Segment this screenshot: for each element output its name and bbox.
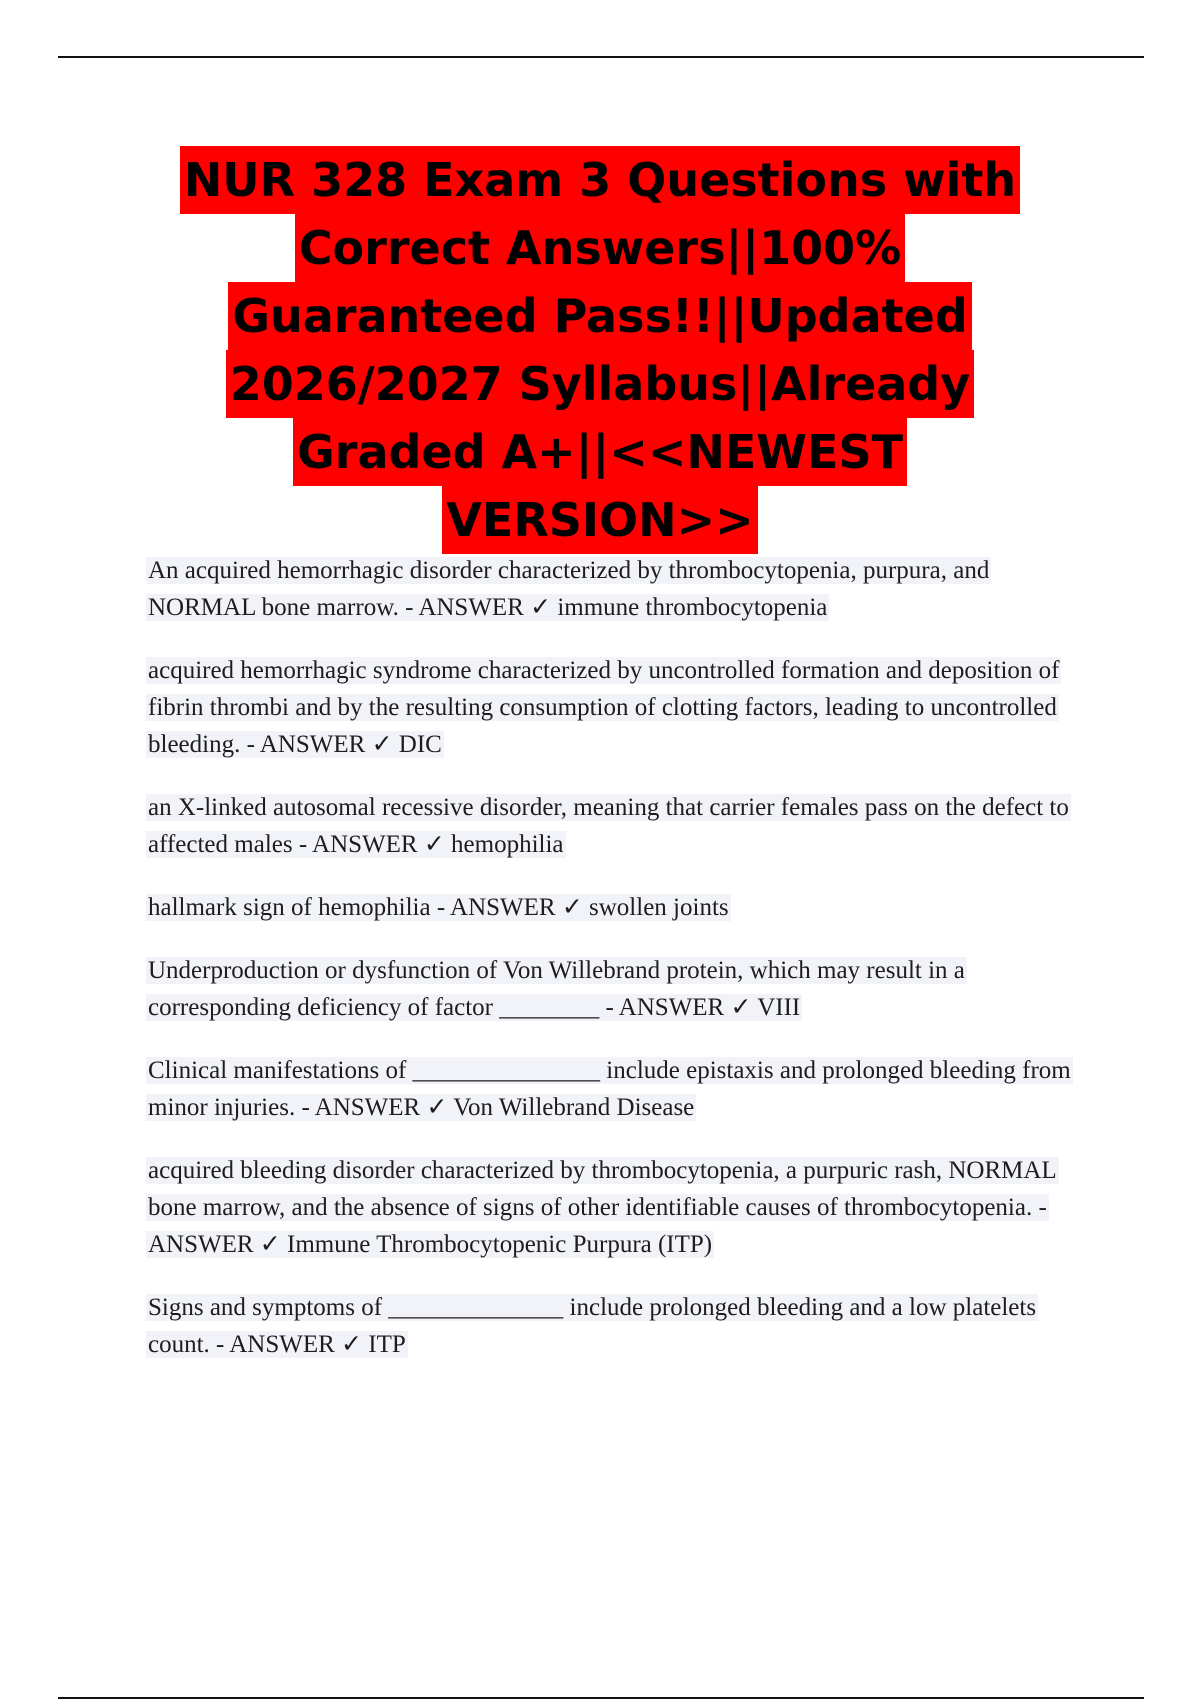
title-line: Correct Answers||100% [295, 214, 905, 282]
title-line: VERSION>> [442, 486, 757, 554]
qa-text: Clinical manifestations of _______________ include epistaxis and prolonged bleeding from minor injuries. - ANSWER ✓ Von Willebrand Disease [148, 1057, 1071, 1121]
qa-text: acquired bleeding disorder characterized by thrombocytopenia, a purpuric rash, NORMAL bone marrow, and the absence of signs of other identifiable causes of thrombocytopenia. - ANSWER ✓ Immune Thrombocytopenic Purpura (ITP) [148, 1157, 1057, 1258]
qa-text: acquired hemorrhagic syndrome characterized by uncontrolled formation and deposition of fibrin thrombi and by the resulting consumption of clotting factors, leading to uncontrolled bleeding. - ANSWER ✓ DIC [148, 657, 1060, 758]
title-line: 2026/2027 Syllabus||Already [226, 350, 974, 418]
qa-text: Underproduction or dysfunction of Von Willebrand protein, which may result in a corresponding deficiency of factor ________ - ANSWER ✓ VIII [148, 957, 965, 1021]
qa-text: Signs and symptoms of ______________ include prolonged bleeding and a low platelets count. - ANSWER ✓ ITP [148, 1294, 1037, 1358]
qa-text: An acquired hemorrhagic disorder characterized by thrombocytopenia, purpura, and NORMAL bone marrow. - ANSWER ✓ immune thrombocytopenia [148, 557, 990, 621]
document-title [140, 146, 1060, 554]
header-rule [58, 56, 1144, 58]
qa-text: an X-linked autosomal recessive disorder, meaning that carrier females pass on the defect to affected males - ANSWER ✓ hemophilia [148, 794, 1069, 858]
title-line: NUR 328 Exam 3 Questions with [180, 146, 1020, 214]
title-line: Guaranteed Pass!!||Updated [228, 282, 972, 350]
title-line: Graded A+||<<NEWEST [293, 418, 907, 486]
footer-rule [58, 1697, 1144, 1699]
qa-item [146, 789, 1096, 863]
qa-item [146, 1152, 1096, 1263]
question-answer-list [146, 552, 1096, 1389]
qa-item [146, 1289, 1096, 1363]
qa-item [146, 1052, 1096, 1126]
qa-item [146, 552, 1096, 626]
qa-item [146, 952, 1096, 1026]
qa-item [146, 889, 1096, 926]
qa-text: hallmark sign of hemophilia - ANSWER ✓ swollen joints [148, 894, 729, 921]
qa-item [146, 652, 1096, 763]
